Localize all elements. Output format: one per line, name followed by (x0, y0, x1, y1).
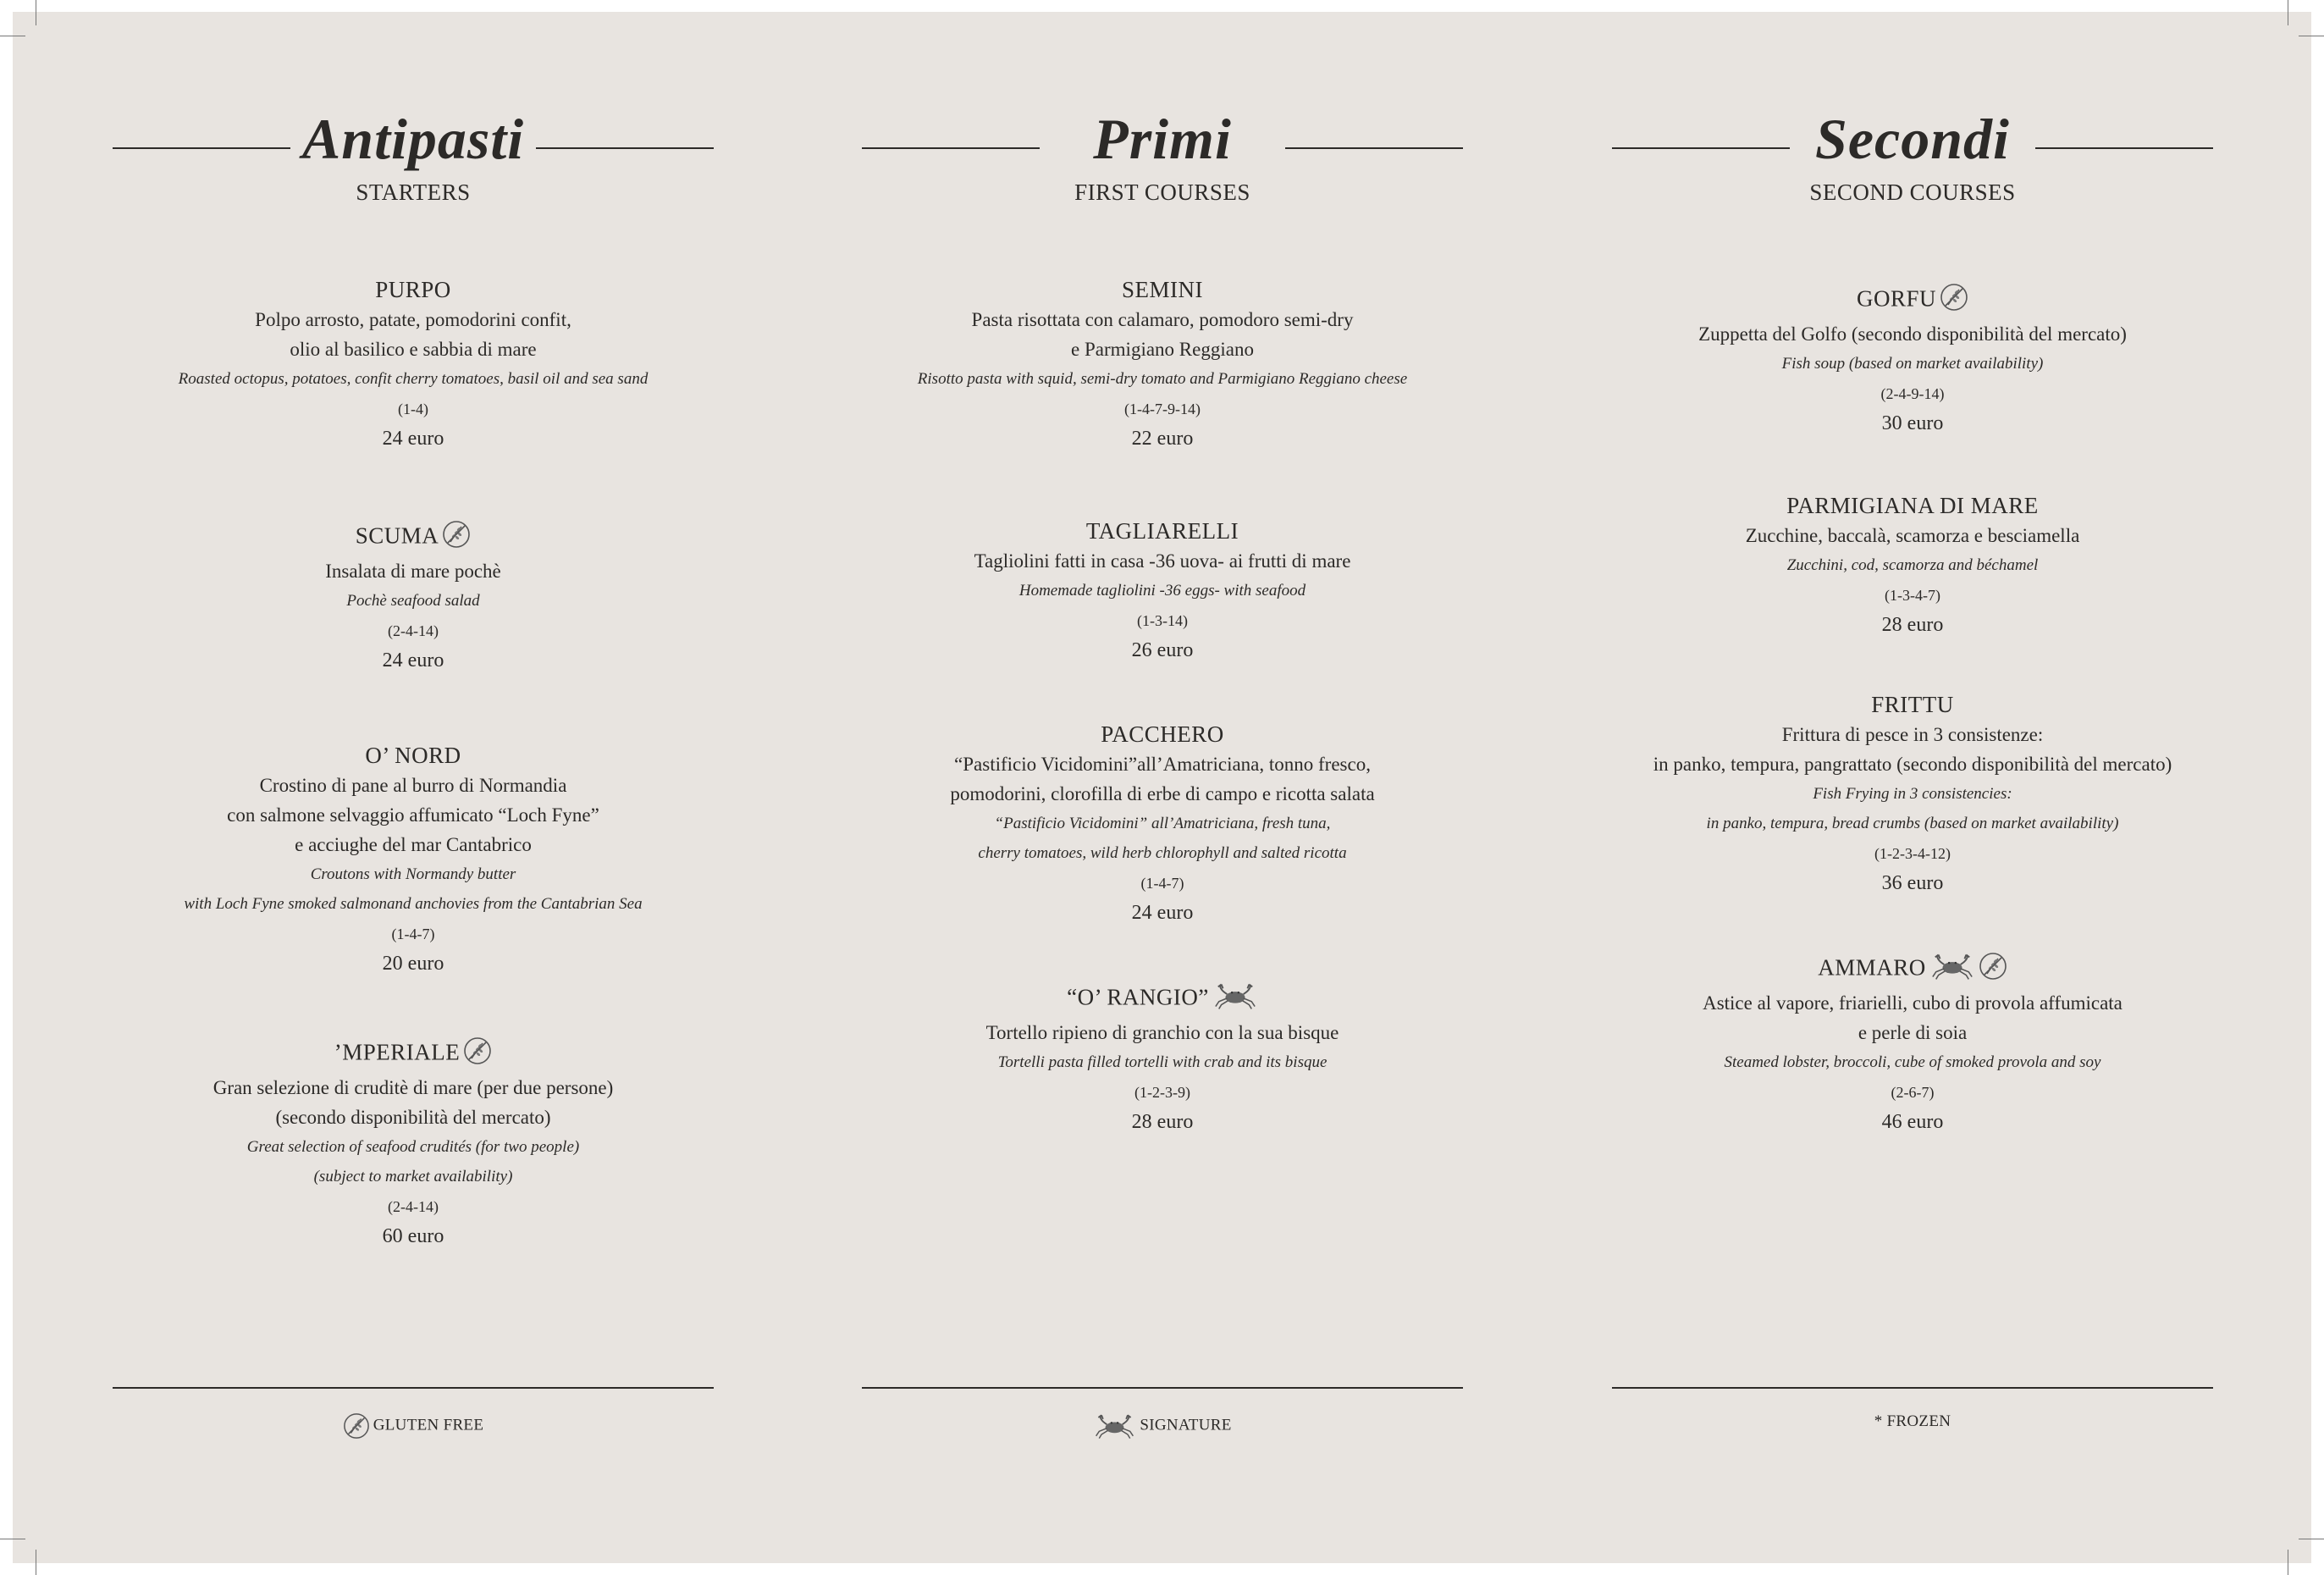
dish-name (113, 520, 714, 556)
section-footer (113, 1387, 714, 1438)
dish-description-italian: Gran selezione di cruditè di mare (per due persone) (213, 1077, 614, 1098)
section-footer (1612, 1387, 2213, 1438)
gluten-free-icon (1979, 952, 2007, 988)
menu-item (1612, 689, 2213, 898)
crab-icon (1212, 981, 1258, 1018)
crab-icon (1929, 952, 1975, 988)
dish-name-text: TAGLIARELLI (1085, 518, 1239, 544)
dish-description-italian: Tagliolini fatti in casa -36 uova- ai frutti di mare (974, 550, 1351, 572)
dish-description-italian: e acciughe del mar Cantabrico (295, 834, 532, 855)
dish-description-italian: pomodorini, clorofilla di erbe di campo e ricotta salata (950, 783, 1375, 804)
menu-item (113, 274, 714, 453)
allergen-codes: (1-4-7) (391, 926, 435, 942)
menu-column-second-courses (1612, 12, 2213, 1563)
dish-description-english: “Pastificio Vicidomini” all’Amatriciana, fresh tuna, (994, 815, 1331, 832)
dish-name (862, 719, 1463, 749)
dish-description-italian: Crostino di pane al burro di Normandia (259, 775, 567, 796)
gluten-free-icon (343, 1416, 373, 1434)
menu-item (113, 1036, 714, 1251)
dish-price: 60 euro (382, 1225, 444, 1247)
section-subtitle: FIRST COURSES (1074, 180, 1250, 205)
dish-description-english: Croutons with Normandy butter (310, 865, 516, 883)
dish-price: 24 euro (382, 649, 444, 671)
section-title: Secondi (1815, 107, 2010, 171)
gluten-free-icon (463, 1036, 492, 1073)
dish-description-italian: Pasta risottata con calamaro, pomodoro semi-dry (971, 309, 1354, 330)
dish-name-text: “O’ RANGIO” (1067, 984, 1209, 1010)
dish-description-italian: olio al basilico e sabbia di mare (290, 339, 537, 360)
menu-item (113, 740, 714, 978)
legend-note (862, 1412, 1463, 1440)
dish-description-english: cherry tomatoes, wild herb chlorophyll and salted ricotta (978, 844, 1347, 862)
dish-price: 22 euro (1131, 428, 1194, 450)
menu-item (862, 719, 1463, 927)
section-subtitle: STARTERS (356, 180, 471, 205)
dish-name (1612, 283, 2213, 319)
menu-column-first-courses (862, 12, 1463, 1563)
dish-name-text: SEMINI (1122, 277, 1203, 302)
dish-name-text: AMMARO (1818, 954, 1926, 981)
dish-name (113, 274, 714, 305)
dish-name-text: SCUMA (355, 522, 439, 549)
dish-description-english: Roasted octopus, potatoes, confit cherry tomatoes, basil oil and sea sand (178, 370, 649, 388)
dish-name (113, 1036, 714, 1073)
dish-description-italian: Astice al vapore, friarielli, cubo di provola affumicata (1703, 992, 2123, 1014)
dish-name-text: PURPO (375, 277, 451, 302)
dish-description-english: Tortelli pasta filled tortelli with crab and its bisque (997, 1053, 1328, 1071)
dish-description-english: Steamed lobster, broccoli, cube of smoked provola and soy (1724, 1053, 2101, 1071)
section-title: Primi (1093, 107, 1232, 171)
dish-description-italian: e Parmigiano Reggiano (1071, 339, 1254, 360)
dish-description-english: Pochè seafood salad (346, 592, 480, 610)
dish-description-italian: Polpo arrosto, patate, pomodorini confit, (255, 309, 571, 330)
section-subtitle: SECOND COURSES (1809, 180, 2016, 205)
dish-description-italian: Tortello ripieno di granchio con la sua bisque (985, 1022, 1339, 1043)
menu-column-starters (113, 12, 714, 1563)
dish-price: 46 euro (1881, 1111, 1944, 1133)
dish-description-italian: Frittura di pesce in 3 consistenze: (1781, 724, 2044, 745)
dish-description-english: with Loch Fyne smoked salmonand anchovies from the Cantabrian Sea (184, 895, 643, 913)
allergen-codes: (1-4-7-9-14) (1124, 401, 1201, 417)
gluten-free-icon (442, 520, 471, 556)
allergen-codes: (2-4-14) (388, 1198, 439, 1215)
allergen-codes: (1-4-7) (1140, 875, 1184, 892)
footer-rule (862, 1387, 1463, 1389)
section-header (862, 97, 1463, 205)
allergen-codes: (2-4-9-14) (1880, 385, 1945, 402)
dish-name (862, 981, 1463, 1018)
dish-description-italian: (secondo disponibilità del mercato) (275, 1107, 551, 1128)
menu-item (862, 274, 1463, 453)
dish-description-italian: “Pastificio Vicidomini”all’Amatriciana, tonno fresco, (954, 754, 1371, 775)
allergen-codes: (2-6-7) (1891, 1084, 1935, 1101)
dish-name (1612, 490, 2213, 521)
dish-description-english: Homemade tagliolini -36 eggs- with seafood (1018, 582, 1306, 600)
menu-item (1612, 490, 2213, 639)
dish-description-english: (subject to market availability) (313, 1168, 513, 1185)
dish-description-english: Great selection of seafood crudités (for two people) (246, 1138, 580, 1156)
dish-price: 26 euro (1131, 639, 1194, 661)
dish-price: 30 euro (1881, 412, 1944, 434)
dish-name (1612, 689, 2213, 720)
dish-name-text: FRITTU (1871, 692, 1954, 717)
menu-item (1612, 283, 2213, 438)
menu-item (862, 516, 1463, 665)
dish-description-italian: Insalata di mare pochè (325, 561, 501, 582)
allergen-codes: (1-2-3-9) (1134, 1084, 1190, 1101)
dish-name-text: O’ NORD (365, 743, 461, 768)
footer-rule (1612, 1387, 2213, 1389)
dish-price: 28 euro (1131, 1111, 1194, 1133)
section-header (1612, 97, 2213, 205)
dish-name-text: PACCHERO (1101, 721, 1224, 747)
dish-description-english: Fish Frying in 3 consistencies: (1813, 785, 2012, 803)
dish-description-english: in panko, tempura, bread crumbs (based on market availability) (1706, 815, 2119, 832)
section-header (113, 97, 714, 205)
allergen-codes: (1-4) (398, 401, 428, 417)
section-footer (862, 1387, 1463, 1438)
legend-note (1612, 1412, 2213, 1431)
dish-price: 36 euro (1881, 872, 1944, 894)
dish-description-italian: con salmone selvaggio affumicato “Loch Fyne” (227, 804, 599, 826)
dish-description-italian: in panko, tempura, pangrattato (secondo disponibilità del mercato) (1653, 754, 2172, 775)
dish-name-text: PARMIGIANA DI MARE (1786, 493, 2039, 518)
menu-item (1612, 952, 2213, 1136)
dish-name (862, 274, 1463, 305)
allergen-codes: (1-3-14) (1137, 612, 1188, 629)
section-title: Antipasti (301, 107, 525, 171)
dish-price: 24 euro (1131, 902, 1194, 924)
footer-rule (113, 1387, 714, 1389)
menu-item (862, 981, 1463, 1136)
dish-description-english: Fish soup (based on market availability) (1781, 355, 2044, 373)
dish-description-italian: Zuppetta del Golfo (secondo disponibilità del mercato) (1698, 323, 2127, 345)
legend-label: GLUTEN FREE (373, 1416, 484, 1434)
dish-description-english: Risotto pasta with squid, semi-dry tomato and Parmigiano Reggiano cheese (917, 370, 1408, 388)
allergen-codes: (2-4-14) (388, 622, 439, 639)
legend-label: SIGNATURE (1140, 1416, 1232, 1434)
crab-icon (1093, 1416, 1140, 1434)
legend-note (113, 1412, 714, 1440)
gluten-free-icon (1940, 283, 1968, 319)
dish-name-text: GORFU (1856, 285, 1937, 312)
dish-description-italian: Zucchine, baccalà, scamorza e besciamella (1745, 525, 2080, 546)
dish-name (1612, 952, 2213, 988)
allergen-codes: (1-2-3-4-12) (1874, 845, 1951, 862)
dish-name-text: ’MPERIALE (334, 1039, 461, 1065)
menu-item (113, 520, 714, 675)
dish-name (862, 516, 1463, 546)
menu-sheet (13, 12, 2311, 1563)
allergen-codes: (1-3-4-7) (1885, 587, 1940, 604)
dish-price: 28 euro (1881, 614, 1944, 636)
legend-label: * FROZEN (1874, 1412, 1951, 1430)
dish-description-italian: e perle di soia (1858, 1022, 1968, 1043)
dish-description-english: Zucchini, cod, scamorza and béchamel (1786, 556, 2039, 574)
dish-price: 20 euro (382, 953, 444, 975)
dish-name (113, 740, 714, 771)
dish-price: 24 euro (382, 428, 444, 450)
